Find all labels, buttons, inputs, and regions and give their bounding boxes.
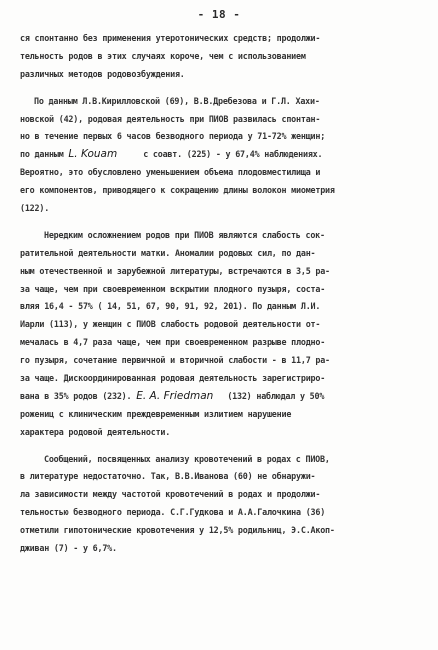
text-line <box>20 370 420 388</box>
text-line <box>20 182 420 200</box>
text-line <box>20 128 420 146</box>
text-line <box>20 164 420 182</box>
text-line <box>20 486 420 504</box>
text-line <box>20 111 420 129</box>
text-line <box>20 468 420 486</box>
paragraph <box>20 451 420 558</box>
body-text <box>20 30 420 567</box>
typed-text: его компонентов, приводящего к сокращению длины волокон миометрия <box>20 185 335 196</box>
typed-text: дживан (7) - у 6,7%. <box>20 543 117 554</box>
paragraph <box>20 227 420 442</box>
typed-text: ла зависимости между частотой кровотечений в родах и продолжи- <box>20 489 321 500</box>
typed-text: Иарли (113), у женщин с ПИОВ слабость родовой деятельности от- <box>20 319 321 330</box>
text-line <box>20 522 420 540</box>
text-line <box>20 298 420 316</box>
typed-text: за чаще, чем при своевременном вскрытии плодного пузыря, соста- <box>20 283 326 294</box>
typed-text: Сообщений, посвященных анализу кровотечений в родах с ПИОВ, <box>44 453 330 464</box>
text-line <box>20 334 420 352</box>
text-line <box>20 451 420 469</box>
page-number: - 18 - <box>197 8 241 21</box>
handwritten-author-name: E. A. Friedman <box>136 389 214 402</box>
typed-text: (122). <box>20 203 50 214</box>
typed-text: новской (42), родовая деятельность при ПИОВ развилась спонтан- <box>20 113 321 124</box>
typed-text: тельность родов в этих случаях короче, чем с использованием <box>20 50 306 61</box>
typed-text: по данным <box>20 149 69 160</box>
text-line <box>20 388 420 406</box>
text-line <box>20 30 420 48</box>
typed-text: за чаще. Дискоординированная родовая деятельность зарегистриро- <box>20 373 326 384</box>
text-line <box>20 93 420 111</box>
typed-text: различных методов родовозбуждения. <box>20 68 185 79</box>
text-line <box>20 245 420 263</box>
typed-text: с соавт. (225) - у 67,4% наблюдениях. <box>143 149 323 160</box>
paragraph <box>20 30 420 84</box>
typed-text: Вероятно, это обусловлено уменьшением объема плодовместилища и <box>20 167 321 178</box>
typed-text: мечалась в 4,7 раза чаще, чем при своевременном разрыве плодно- <box>20 337 326 348</box>
text-line <box>20 227 420 245</box>
text-line <box>20 66 420 84</box>
text-line <box>20 406 420 424</box>
typed-text: По данным Л.В.Кирилловской (69), В.В.Дребезова и Г.Л. Хахи- <box>34 95 320 106</box>
typed-text: вана в 35% родов (232). <box>20 390 137 401</box>
text-line <box>20 540 420 558</box>
handwritten-author-name: L. Kouam <box>68 148 118 161</box>
typed-text: вляя 16,4 - 57% ( 14, 51, 67, 90, 91, 92, 201). По данным Л.И. <box>20 301 321 312</box>
typed-text: отметили гипотонические кровотечения у 12,5% родильниц, Э.С.Акоп- <box>20 525 335 536</box>
text-line <box>20 263 420 281</box>
typed-text: ным отечественной и зарубежной литературы, встречаются в 3,5 ра- <box>20 265 330 276</box>
typed-text: тельностью безводного периода. С.Г.Гудкова и А.А.Галочкина (36) <box>20 507 326 518</box>
typed-text: характера родовой деятельности. <box>20 426 171 437</box>
typed-text: но в течение первых 6 часов безводного периода у 71-72% женщин; <box>20 131 326 142</box>
typed-text: в литературе недостаточно. Так, В.В.Иванова (60) не обнаружи- <box>20 471 316 482</box>
text-line <box>20 352 420 370</box>
text-line <box>20 424 420 442</box>
typed-text: го пузыря, сочетание первичной и вторичной слабости - в 11,7 ра- <box>20 355 330 366</box>
text-line <box>20 146 420 164</box>
text-line <box>20 316 420 334</box>
typed-text: Нередким осложнением родов при ПИОВ являются слабость сок- <box>44 229 325 240</box>
text-line <box>20 200 420 218</box>
typed-text: рожениц с клиническим преждевременным излитием нарушение <box>20 408 292 419</box>
text-line <box>20 48 420 66</box>
paragraph <box>20 93 420 218</box>
typed-text: (132) наблюдал у 50% <box>227 390 325 401</box>
typed-text: ся спонтанно без применения утеротонических средств; продолжи- <box>20 33 321 43</box>
text-line <box>20 504 420 522</box>
text-line <box>20 281 420 299</box>
typed-text: ратительной деятельности матки. Аномалии родовых сил, по дан- <box>20 247 316 258</box>
